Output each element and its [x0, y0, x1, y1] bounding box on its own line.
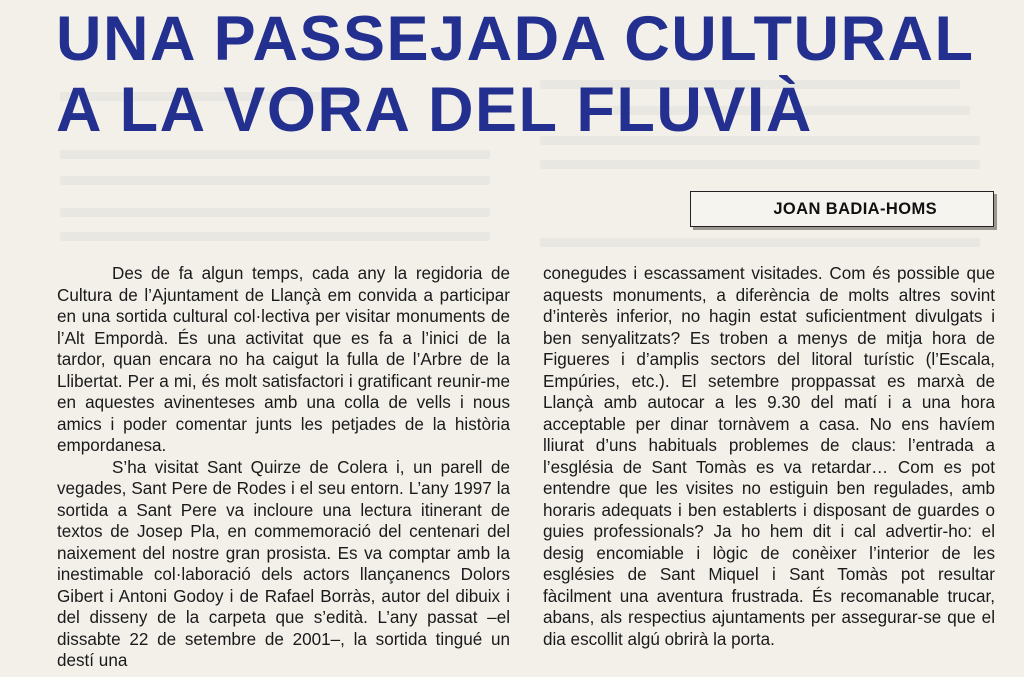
article-title-line-1: UNA PASSEJADA CULTURAL: [56, 4, 975, 74]
right-text-column: [543, 263, 995, 650]
left-paragraph-1: Des de fa algun temps, cada any la regidoria de Cultura de l’Ajuntament de Llançà em convida a participar en una sortida cultural col·lectiva per visitar monuments de l’Alt Empordà. És una activitat que es fa a l’inici de la tardor, quan encara no ha caigut la fulla de l’Arbre de la Llibertat. Per a mi, és molt satisfactori i gratificant reunir-me en aquestes avinenteses amb una colla de vells i nous amics i poder comentar junts les petjades de la història empordanesa.: [57, 264, 510, 455]
left-text-column: [57, 263, 510, 672]
author-byline-box: [690, 191, 994, 227]
right-paragraph-1: conegudes i escassament visitades. Com és possible que aquests monuments, a diferència de molts altres sovint d’interès inferior, no hagin estat suficientment divulgats i ben senyalitzats? Es troben a menys de mitja hora de Figueres i d’amplis sectors del litoral turístic (l’Escala, Empúries, etc.). El setembre proppassat es marxà de Llançà amb autocar a les 9.30 del matí i a una hora acceptable per dinar tornàvem a casa. No ens havíem lliurat d’uns habituals problemes de claus: l’entrada a l’església de Sant Tomàs es va retardar… Com es pot entendre que les visites no estiguin ben regulades, amb horaris adequats i ben establerts i disposant de guardes o guies professionals? Ja ho hem dit i cal advertir-ho: el desig encomiable i lògic de conèixer l’interior de les esglésies de Sant Miquel i Sant Tomàs pot resultar fàcilment una aventura frustrada. És recomanable trucar, abans, als respectius ajuntaments per assegurar-se que el dia escollit algú obrirà la porta.: [543, 264, 995, 649]
author-name: JOAN BADIA-HOMS: [773, 199, 937, 218]
article-title-line-2: A LA VORA DEL FLUVIÀ: [56, 75, 813, 145]
left-paragraph-2: S’ha visitat Sant Quirze de Colera i, un parell de vegades, Sant Pere de Rodes i el seu entorn. L’any 1997 la sortida a Sant Pere va incloure una lectura itinerant de textos de Josep Pla, en commemoració del centenari del naixement del nostre gran prosista. Es va comptar amb la inestimable col·laboració dels actors llançanencs Dolors Gibert i Antoni Godoy i de Rafael Borràs, autor del dibuix i del disseny de la carpeta que s’edità. L’any passat –el dissabte 22 de setembre de 2001–, la sortida tingué un destí una: [57, 457, 510, 670]
article-title: [56, 4, 975, 146]
